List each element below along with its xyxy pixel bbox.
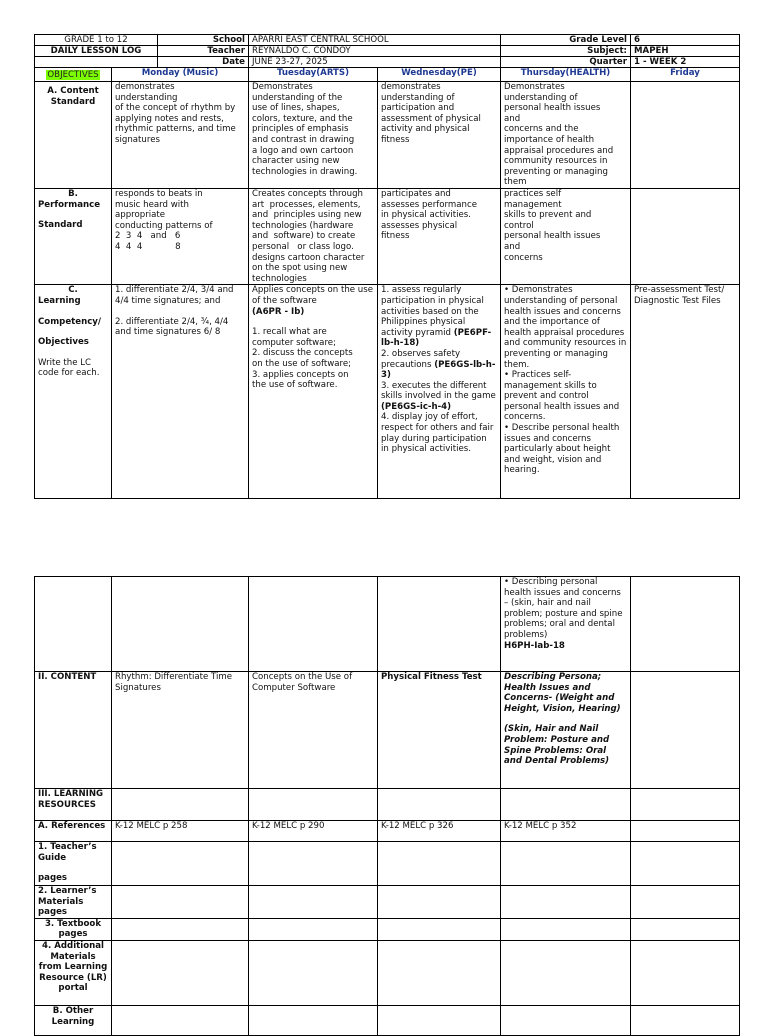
references-friday-blank <box>631 821 740 842</box>
content-wednesday: Physical Fitness Test <box>378 672 501 789</box>
tb-blank-2 <box>249 918 378 940</box>
lc-wednesday-item-3: 3. executes the different skills involved in the game <box>381 380 496 402</box>
content-standard-thursday: Demonstrates understanding of personal health issues and concerns and the importance of health appraisal procedures and community resources in preventing or managing them <box>501 82 631 189</box>
ol-blank-1 <box>112 1005 249 1035</box>
lc-monday-item-1: 1. differentiate 2/4, 3/4 and 4/4 time signatures; and <box>115 285 234 306</box>
subject-value: MAPEH <box>631 46 740 57</box>
tb-blank-1 <box>112 918 249 940</box>
lm-blank-3 <box>378 886 501 919</box>
lr-blank-3 <box>378 789 501 821</box>
day-header-row <box>35 68 740 82</box>
teachers-guide-pages: pages <box>38 873 68 884</box>
content-thursday-2: (Skin, Hair and Nail Problem: Posture and Spine Problems: Oral and Dental Problems) <box>504 724 610 767</box>
content-standard-monday: demonstrates understanding of the concept of rhythm by applying notes and rests, rhythmic patterns, and time signatures <box>112 82 249 189</box>
performance-standard-monday: responds to beats in music heard with appropriate conducting patterns of 2 3 4 and 6 4 4 4 8 <box>112 189 249 285</box>
lm-blank-4 <box>501 886 631 919</box>
learning-competency-row <box>35 285 740 499</box>
additional-materials-label: 4. Additional Materials from Learning Resource (LR) portal <box>35 940 112 1005</box>
am-blank-2 <box>249 940 378 1005</box>
content-friday-blank <box>631 672 740 789</box>
lc-tuesday-intro: Applies concepts on the use of the software <box>252 285 374 306</box>
performance-standard-friday <box>631 189 740 285</box>
grade-level-value: 6 <box>631 35 740 46</box>
teachers-guide-row <box>35 842 740 886</box>
references-tuesday: K-12 MELC p 290 <box>249 821 378 842</box>
other-learning-label: B. Other Learning <box>35 1005 112 1035</box>
content-standard-tuesday: Demonstrates understanding of the use of lines, shapes, colors, texture, and the principles of emphasis and contrast in drawing a logo and own cartoon character using new technologies in drawing. <box>249 82 378 189</box>
lc-label-learning: Learning <box>38 295 81 306</box>
content-row <box>35 672 740 789</box>
subject-label: Subject: <box>501 46 631 57</box>
date-label: Date <box>158 57 249 68</box>
lc-tuesday <box>249 285 378 499</box>
content-standard-row <box>35 82 740 189</box>
lc-thursday-item-2: • Practices self-management skills to prevent and control personal health issues and concerns. <box>504 370 620 423</box>
cont-thursday-text: • Describing personal health issues and concerns – (skin, hair and nail problem; posture and spine problems; oral and dental problems) <box>504 577 623 640</box>
lc-label-note: Write the LC code for each. <box>38 357 100 379</box>
am-blank-4 <box>501 940 631 1005</box>
teacher-value: REYNALDO C. CONDOY <box>249 46 501 57</box>
performance-standard-row <box>35 189 740 285</box>
tb-blank-3 <box>378 918 501 940</box>
references-thursday: K-12 MELC p 352 <box>501 821 631 842</box>
other-learning-row <box>35 1005 740 1035</box>
lc-friday: Pre-assessment Test/ Diagnostic Test Files <box>631 285 740 499</box>
thursday-continuation-row <box>35 577 740 672</box>
objectives-heading: OBJECTIVES <box>47 70 99 80</box>
textbook-label: 3. Textbook pages <box>35 918 112 940</box>
performance-standard-label <box>35 189 112 285</box>
wednesday-heading: Wednesday(PE) <box>378 68 501 82</box>
cont-friday-blank <box>631 577 740 672</box>
lr-blank-2 <box>249 789 378 821</box>
references-label: A. References <box>35 821 112 842</box>
header-row-school <box>35 35 740 46</box>
cont-thursday <box>501 577 631 672</box>
lr-blank-4 <box>501 789 631 821</box>
lc-monday-item-2: 2. differentiate 2/4, ¾, 4/4 and time signatures 6/ 8 <box>115 316 229 338</box>
tg-blank-1 <box>112 842 249 886</box>
references-wednesday: K-12 MELC p 326 <box>378 821 501 842</box>
ol-blank-4 <box>501 1005 631 1035</box>
performance-label-b: B. <box>68 189 78 199</box>
date-value: JUNE 23-27, 2025 <box>249 57 501 68</box>
am-blank-1 <box>112 940 249 1005</box>
tb-blank-4 <box>501 918 631 940</box>
content-label: II. CONTENT <box>35 672 112 789</box>
ol-blank-3 <box>378 1005 501 1035</box>
tb-blank-5 <box>631 918 740 940</box>
teacher-label: Teacher <box>158 46 249 57</box>
content-standard-friday <box>631 82 740 189</box>
lesson-log-table-2 <box>34 576 740 1036</box>
cont-tuesday-blank <box>249 577 378 672</box>
learners-materials-row <box>35 886 740 919</box>
performance-label-std: Standard <box>38 220 83 231</box>
teachers-guide-text: 1. Teacher’s Guide <box>38 842 97 863</box>
friday-heading: Friday <box>631 68 740 82</box>
lm-blank-1 <box>112 886 249 919</box>
grade-level-label: Grade Level <box>501 35 631 46</box>
learning-resources-row <box>35 789 740 821</box>
lc-wednesday-item-1 <box>381 285 497 349</box>
content-thursday <box>501 672 631 789</box>
monday-heading: Monday (Music) <box>112 68 249 82</box>
additional-materials-row <box>35 940 740 1005</box>
lc-wednesday-item-3-code: (PE6GS-ic-h-4) <box>381 401 452 412</box>
lc-wed-2-text: 2. observes safety precautions <box>381 348 461 370</box>
ol-blank-2 <box>249 1005 378 1035</box>
header-row-teacher <box>35 46 740 57</box>
cont-wednesday-blank <box>378 577 501 672</box>
log-title: DAILY LESSON LOG <box>35 46 158 57</box>
lm-blank-5 <box>631 886 740 919</box>
lc-wednesday-item-4: 4. display joy of effort, respect for others and fair play during participation in physical activities. <box>381 412 494 455</box>
quarter-value: 1 - WEEK 2 <box>631 57 740 68</box>
learners-materials-label: 2. Learner’s Materials pages <box>35 886 112 919</box>
tg-blank-3 <box>378 842 501 886</box>
lr-blank-5 <box>631 789 740 821</box>
lc-wed-2-code: (PE6GS-lb-h-3) <box>381 359 496 381</box>
lc-thursday <box>501 285 631 499</box>
lc-monday <box>112 285 249 499</box>
cont-label-blank <box>35 577 112 672</box>
tuesday-heading: Tuesday(ARTS) <box>249 68 378 82</box>
cont-thursday-code: H6PH-Iab-18 <box>504 640 565 651</box>
learning-competency-label <box>35 285 112 499</box>
lc-label-c: C. <box>68 285 78 296</box>
textbook-row <box>35 918 740 940</box>
performance-standard-wednesday: participates and assesses performance in physical activities. assesses physical fitness <box>378 189 501 285</box>
am-blank-5 <box>631 940 740 1005</box>
school-label: School <box>158 35 249 46</box>
performance-standard-tuesday: Creates concepts through art processes, elements, and principles using new technologies (hardware and software) to create personal or class logo. designs cartoon character on the spot using new technologies <box>249 189 378 285</box>
content-tuesday: Concepts on the Use of Computer Software <box>249 672 378 789</box>
lc-wed-1-code: (PE6PF-lb-h-18) <box>381 327 492 349</box>
lc-wednesday-item-2 <box>381 349 497 381</box>
lc-tuesday-items: 1. recall what are computer software; 2. discuss the concepts on the use of software; 3. applies concepts on the use of software. <box>252 327 353 391</box>
lc-wed-1-text: 1. assess regularly participation in physical activities based on the Philippines physical activity pyramid <box>381 285 484 338</box>
content-monday: Rhythm: Differentiate Time Signatures <box>112 672 249 789</box>
cont-monday-blank <box>112 577 249 672</box>
grade-range: GRADE 1 to 12 <box>35 35 158 46</box>
lc-thursday-item-1: • Demonstrates understanding of personal health issues and concerns and the importance of health appraisal procedures and community resources in preventing or managing them. <box>504 285 627 370</box>
tg-blank-5 <box>631 842 740 886</box>
content-standard-label: A. Content Standard <box>35 82 112 189</box>
lm-blank-2 <box>249 886 378 919</box>
references-monday: K-12 MELC p 258 <box>112 821 249 842</box>
references-row <box>35 821 740 842</box>
ol-blank-5 <box>631 1005 740 1035</box>
performance-standard-thursday: practices self management skills to prevent and control personal health issues and concerns <box>501 189 631 285</box>
lr-blank-1 <box>112 789 249 821</box>
teachers-guide-label <box>35 842 112 886</box>
quarter-label: Quarter <box>501 57 631 68</box>
lc-wednesday <box>378 285 501 499</box>
thursday-heading: Thursday(HEALTH) <box>501 68 631 82</box>
tg-blank-4 <box>501 842 631 886</box>
header-row-date <box>35 57 740 68</box>
lc-tuesday-code: (A6PR - Ib) <box>252 306 305 317</box>
lc-label-objectives: Objectives <box>38 337 89 348</box>
school-value: APARRI EAST CENTRAL SCHOOL <box>249 35 501 46</box>
lesson-log-table-1 <box>34 34 740 499</box>
performance-label-perf: Performance <box>38 199 101 210</box>
lc-label-competency: Competency/ <box>38 316 102 327</box>
lc-thursday-item-3: • Describe personal health issues and concerns particularly about height and weight, vision and hearing. <box>504 423 620 476</box>
content-thursday-1: Describing Persona; Health Issues and Concerns- (Weight and Height, Vision, Hearing) <box>504 672 621 714</box>
am-blank-3 <box>378 940 501 1005</box>
content-standard-wednesday: demonstrates understanding of participation and assessment of physical activity and physical fitness <box>378 82 501 189</box>
learning-resources-label: III. LEARNING RESOURCES <box>35 789 112 821</box>
objectives-heading-cell <box>35 68 112 82</box>
blank-cell <box>35 57 158 68</box>
tg-blank-2 <box>249 842 378 886</box>
